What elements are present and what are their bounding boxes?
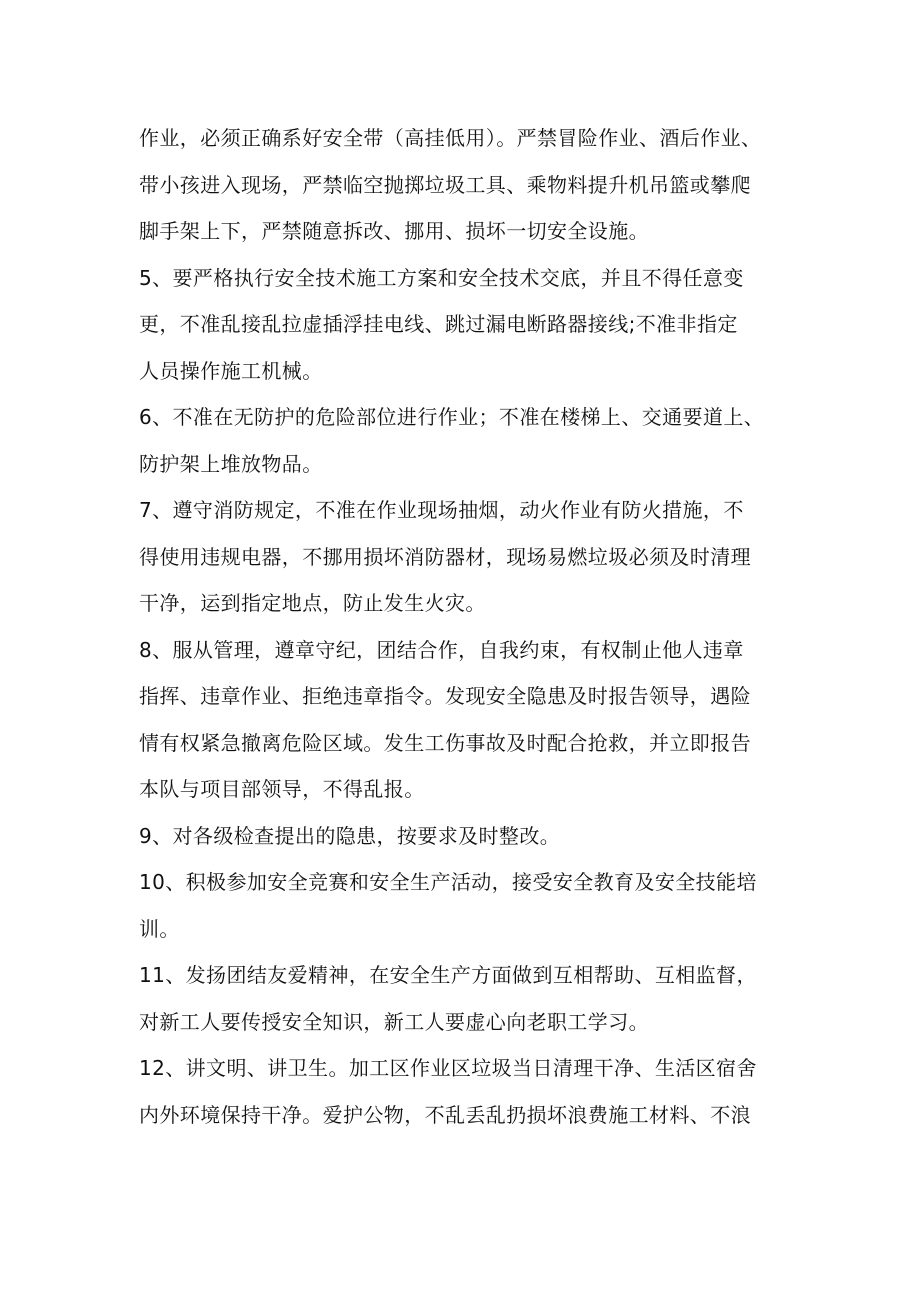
paragraph: [139, 115, 789, 255]
text-line: 得使用违规电器，不挪用损坏消防器材，现场易燃垃圾必须及时清理: [139, 544, 751, 569]
text-line: 10、积极参加安全竞赛和安全生产活动，接受安全教育及安全技能培: [139, 870, 757, 894]
paragraph: [139, 627, 789, 813]
text-line: 8、服从管理，遵章守纪，团结合作，自我约束，有权制止他人违章: [139, 637, 744, 662]
text-line: 内外环境保持干净。爱护公物，不乱丢乱扔损坏浪费施工材料、不浪: [139, 1102, 751, 1127]
paragraph: [139, 1045, 789, 1138]
text-line: 情有权紧急撤离危险区域。发生工伤事故及时配合抢救，并立即报告: [139, 730, 751, 755]
text-line: 干净，运到指定地点，防止发生火灾。: [139, 591, 486, 615]
document-body: [139, 115, 789, 1138]
text-line: 本队与项目部领导，不得乱报。: [139, 777, 425, 801]
paragraph: [139, 255, 789, 395]
text-line: 5、要严格执行安全技术施工方案和安全技术交底，并且不得任意变: [139, 265, 744, 290]
text-line: 指挥、违章作业、拒绝违章指令。发现安全隐患及时报告领导，遇险: [139, 684, 751, 708]
text-line: 6、不准在无防护的危险部位进行作业；不准在楼梯上、交通要道上、: [139, 405, 765, 429]
paragraph: [139, 487, 789, 627]
text-line: 9、对各级检查提出的隐患，按要求及时整改。: [139, 823, 561, 848]
text-line: 脚手架上下，严禁随意拆改、挪用、损坏一切安全设施。: [139, 219, 649, 243]
paragraph: [139, 952, 789, 1045]
text-line: 11、发扬团结友爱精神，在安全生产方面做到互相帮助、互相监督，: [139, 963, 757, 987]
paragraph: [139, 394, 789, 487]
text-line: 对新工人要传授安全知识，新工人要虚心向老职工学习。: [139, 1009, 649, 1034]
paragraph: [139, 813, 789, 860]
text-line: 带小孩进入现场，严禁临空抛掷垃圾工具、乘物料提升机吊篮或攀爬: [139, 172, 751, 197]
text-line: 更，不准乱接乱拉虚插浮挂电线、跳过漏电断路器接线;不准非指定: [139, 312, 738, 336]
text-line: 作业，必须正确系好安全带（高挂低用）。严禁冒险作业、酒后作业、: [139, 126, 762, 150]
text-line: 人员操作施工机械。: [139, 358, 323, 383]
paragraph: [139, 859, 789, 952]
text-line: 12、讲文明、讲卫生。加工区作业区垃圾当日清理干净、生活区宿舍: [139, 1056, 757, 1080]
text-line: 7、遵守消防规定，不准在作业现场抽烟，动火作业有防火措施，不: [139, 498, 744, 522]
text-line: 防护架上堆放物品。: [139, 451, 323, 476]
text-line: 训。: [139, 916, 180, 941]
